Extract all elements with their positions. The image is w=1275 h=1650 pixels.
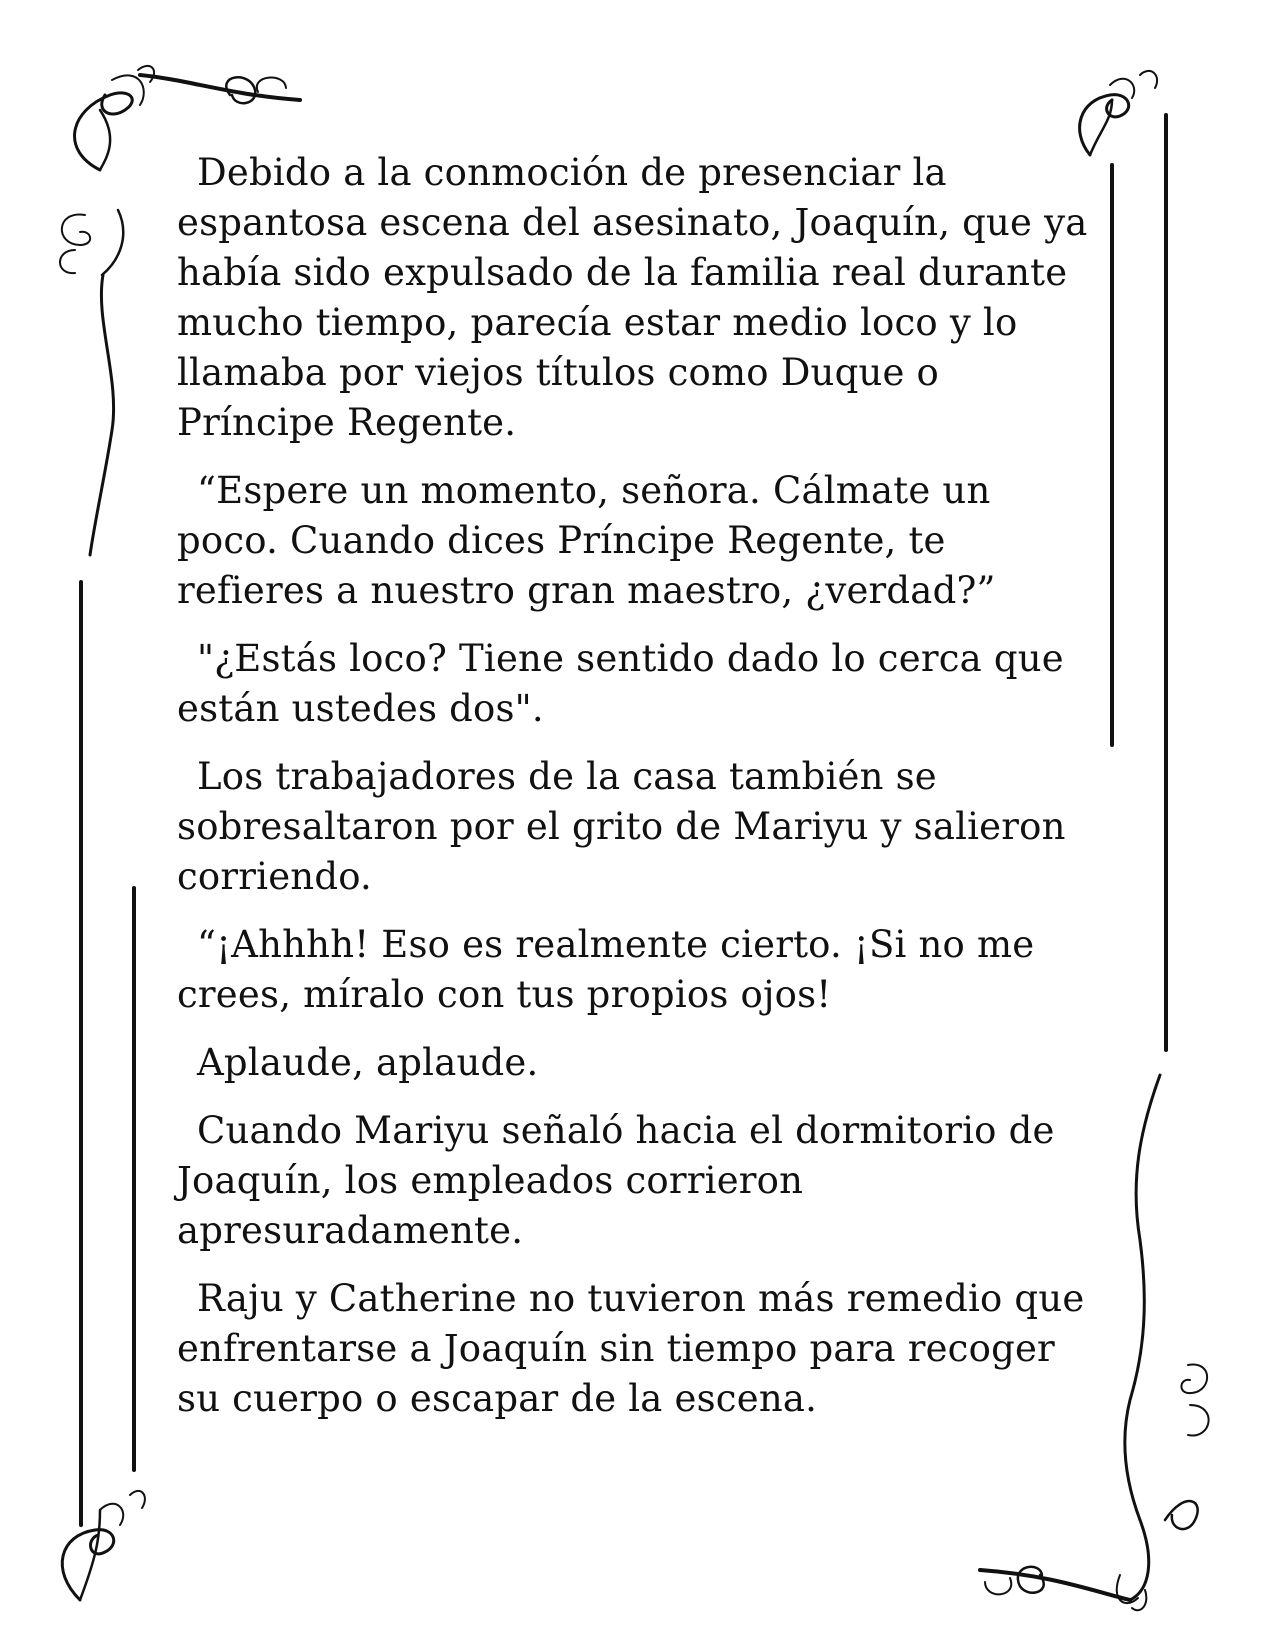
paragraph-4: Los trabajadores de la casa también se sobresaltaron por el grito de Mariyu y salieron corriendo. bbox=[177, 755, 1066, 898]
paragraph-5: “¡Ahhhh! Eso es realmente cierto. ¡Si no me crees, míralo con tus propios ojos! bbox=[177, 923, 1035, 1016]
paragraph-7: Cuando Mariyu señaló hacia el dormitorio de Joaquín, los empleados corrieron apresuradamente. bbox=[177, 1109, 1055, 1252]
paragraph-6: Aplaude, aplaude. bbox=[197, 1041, 539, 1084]
paragraph-3: "¿Estás loco? Tiene sentido dado lo cerca que están ustedes dos". bbox=[177, 637, 1064, 730]
paragraph-8: Raju y Catherine no tuvieron más remedio que enfrentarse a Joaquín sin tiempo para recoger su cuerpo o escapar de la escena. bbox=[177, 1277, 1085, 1420]
paragraph-2: “Espere un momento, señora. Cálmate un poco. Cuando dices Príncipe Regente, te refieres a nuestro gran maestro, ¿verdad?” bbox=[177, 469, 996, 612]
bottom-left-flourish bbox=[62, 1491, 145, 1600]
paragraph-1: Debido a la conmoción de presenciar la espantosa escena del asesinato, Joaquín, que ya había sido expulsado de la familia real durante mucho tiempo, parecía estar medio loco y lo llamaba por viejos títulos como Duque o Príncipe Regente. bbox=[177, 151, 1088, 444]
top-right-flourish bbox=[1080, 71, 1157, 155]
story-text bbox=[177, 148, 1097, 1442]
